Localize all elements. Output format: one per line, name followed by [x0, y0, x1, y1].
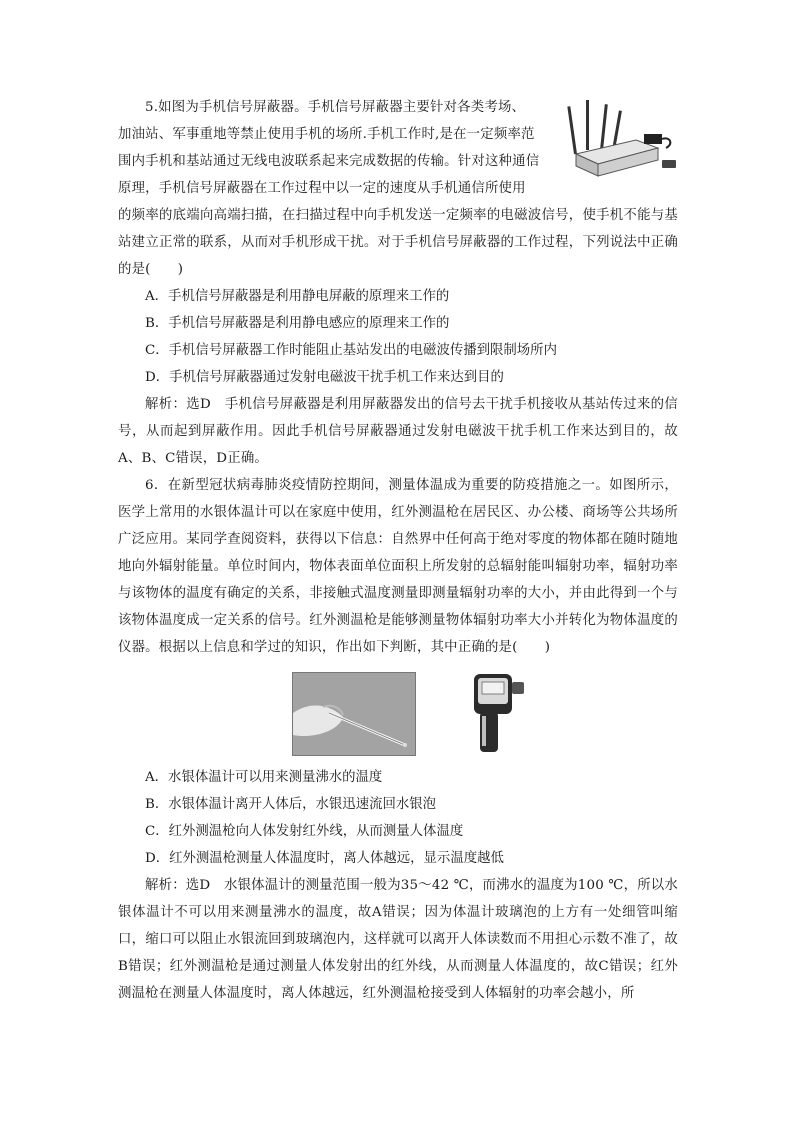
q5-line-1: 5.如图为手机信号屏蔽器。手机信号屏蔽器主要针对各类考场、 [145, 100, 526, 115]
q5-option-d: D．手机信号屏蔽器通过发射电磁波干扰手机工作来达到目的 [145, 370, 504, 385]
q5-analysis: 解析：选D 手机信号屏蔽器是利用屏蔽器发出的信号去干扰手机接收从基站传过来的信号，从而起到屏蔽作用。因此手机信号屏蔽器通过发射电磁波干扰手机工作来达到目的，故A、B、C错误，D正确。 [118, 397, 678, 466]
q6-option-a: A．水银体温计可以用来测量沸水的温度 [145, 770, 383, 785]
q5-line-3: 围内手机和基站通过无线电波联系起来完成数据的传输。针对这种通信 [118, 154, 540, 169]
q6-option-d: D．红外测温枪测量人体温度时，离人体越远，显示温度越低 [145, 851, 504, 866]
q6-stem: 6．在新型冠状病毒肺炎疫情防控期间，测量体温成为重要的防疫措施之一。如图所示，医学上常用的水银体温计可以在家庭中使用，红外测温枪在居民区、办公楼、商场等公共场所广泛应用。某同学查阅资料，获得以下信息：自然界中任何高于绝对零度的物体都在随时随地地向外辐射能量。单位时间内，物体表面单位面积上所发射的总辐射能叫辐射功率，辐射功率与该物体的温度有确定的关系，非接触式温度测量即测量辐射功率的大小，并由此得到一个与该物体温度成一定关系的信号。红外测温枪是能够测量物体辐射功率大小并转化为物体温度的仪器。根据以上信息和学过的知识，作出如下判断，其中正确的是( ) [118, 478, 678, 655]
q5-line-2: 加油站、军事重地等禁止使用手机的场所.手机工作时,是在一定频率范 [118, 127, 535, 142]
q5-option-c: C．手机信号屏蔽器工作时能阻止基站发出的电磁波传播到限制场所内 [145, 343, 557, 358]
q5-stem-rest: 的频率的底端向高端扫描，在扫描过程中向手机发送一定频率的电磁波信号，使手机不能与基站建立正常的联系，从而对手机形成干扰。对于手机信号屏蔽器的工作过程，下列说法中正确的是( ) [118, 208, 678, 277]
q5-option-a: A．手机信号屏蔽器是利用静电屏蔽的原理来工作的 [145, 289, 450, 304]
signal-jammer-image [566, 96, 682, 186]
mercury-thermometer-image [292, 672, 416, 756]
q6-option-c: C．红外测温枪向人体发射红外线，从而测量人体温度 [145, 824, 464, 839]
q6-analysis: 解析：选D 水银体温计的测量范围一般为35～42 ℃，而沸水的温度为100 ℃，所以水银体温计不可以用来测量沸水的温度，故A错误；因为体温计玻璃泡的上方有一处细管叫缩口，缩口可以阻止水银流回到玻璃泡内，这样就可以离开人体读数而不用担心示数不准了，故B错误；红外测温枪是通过测量人体发射出的红外线，从而测量人体温度的，故C错误；红外测温枪在测量人体温度时，离人体越远，红外测温枪接受到人体辐射的功率会越小，所 [118, 878, 678, 1001]
infrared-thermometer-gun-image [470, 672, 526, 754]
q6-option-b: B．水银体温计离开人体后，水银迅速流回水银泡 [145, 797, 437, 812]
q5-line-4: 原理，手机信号屏蔽器在工作过程中以一定的速度从手机通信所使用 [118, 181, 526, 196]
q5-option-b: B．手机信号屏蔽器是利用静电感应的原理来工作的 [145, 316, 450, 331]
